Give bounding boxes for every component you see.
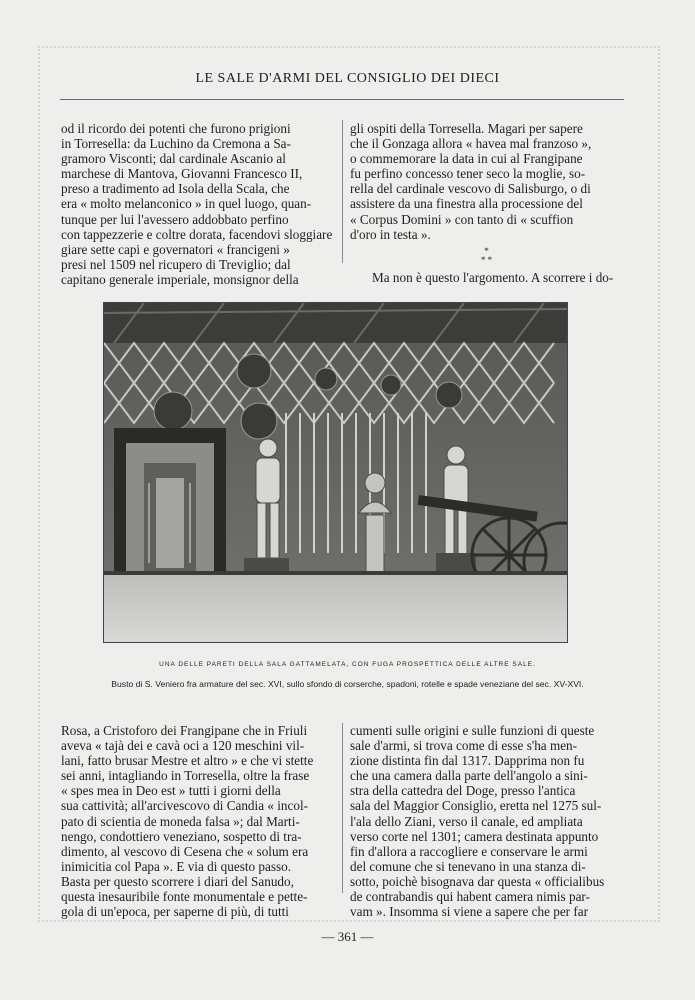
text-line: Basta per questo scorrere i diari del Sanudo, <box>61 873 294 889</box>
asterisk-top: * <box>484 245 489 256</box>
figure-caption-title: UNA DELLE PARETI DELLA SALA GATTAMELATA, CON FUGA PROSPETTICA DELLE ALTRE SALE. <box>159 661 536 668</box>
text-line: zione distinta fin dal 1317. Dapprima non fu <box>350 753 585 769</box>
text-line: nengo, condottiero veneziano, sospetto di tra- <box>61 828 302 844</box>
text-line: Rosa, a Cristoforo dei Frangipane che in Friuli <box>61 723 308 738</box>
text-line: aveva « tajà dei e cavà oci a 120 meschini vil- <box>61 738 305 754</box>
column-divider-bottom <box>342 723 343 893</box>
text-line: de contrabandis qui habent camera nimis par- <box>350 889 590 905</box>
text-line: o commemorare la data in cui al Frangipane <box>350 151 583 167</box>
text-column-top-right <box>350 121 623 285</box>
text-line: del comune che si tenevano in una stanza di- <box>350 858 586 874</box>
text-line: lani, fatto brusar Mestre et altro » e che vi stette <box>61 753 314 769</box>
text-line: fu perfino concesso tener seco la moglie, so- <box>350 166 586 182</box>
text-line: fin d'allora a raccogliere e conservare le armi <box>350 843 588 859</box>
text-line: preso a tradimento ad Isola della Scala, che <box>61 181 290 197</box>
text-line: d'oro in testa ». <box>350 226 431 242</box>
text-line: « spes mea in Deo est » tutti i giorni della <box>61 783 281 799</box>
text-line: gramoro Visconti; dal cardinale Ascanio al <box>61 151 286 167</box>
text-line: che una camera dalla parte dell'angolo a sini- <box>350 768 588 784</box>
text-line: giare sette capi e governatori « francigeni » <box>61 241 290 257</box>
text-line: presi nel 1509 nel ricupero di Treviglio; dal <box>61 256 291 272</box>
page-number: — 361 — <box>321 929 374 944</box>
text-line: sua cattività; all'arcivescovo di Candia « incol- <box>61 798 308 814</box>
text-line: « Corpus Domini » con tanto di « scuffion <box>350 211 574 227</box>
header-rule <box>60 99 624 100</box>
text-line: tunque per lui l'avessero addobbato perfino <box>61 211 289 227</box>
text-line: marchese di Mantova, Giovanni Francesco II, <box>61 166 303 182</box>
text-line: era « molto melanconico » in quel luogo, quan- <box>61 196 312 212</box>
text-line: verso corte nel 1301; camera destinata appunto <box>350 828 599 844</box>
text-column-bottom-right <box>350 723 623 919</box>
text-line: con tappezzerie e coltre dorata, facendovi sloggiare <box>61 226 333 242</box>
text-line: od il ricordo dei potenti che furono prigioni <box>61 121 291 136</box>
text-line: vam ». Insomma si viene a sapere che per far <box>350 904 589 920</box>
text-line: rella del cardinale vescovo di Salisburgo, o di <box>350 181 591 197</box>
column-divider-top <box>342 120 343 263</box>
text-line: inimicitia col Papa ». E via di questo passo. <box>61 858 292 874</box>
text-line: capitano generale imperiale, monsignor della <box>61 271 299 287</box>
text-line: pato di scientia de moneda falsa »; dal Marti- <box>61 813 300 829</box>
figure-caption-description: Busto di S. Veniero fra armature del sec. XVI, sullo sfondo di corserche, spadoni, rotelle e spade veneziane del sec. XV-XVI. <box>111 679 584 689</box>
text-line: gola di un'epoca, per saperne di più, di tutti <box>61 904 289 920</box>
photograph-sala-gattamelata <box>103 302 568 643</box>
text-line: che il Gonzaga allora « havea mal franzoso », <box>350 136 592 152</box>
text-line: assistere da una finestra alla processione del <box>350 196 583 212</box>
text-line: in Torresella: da Luchino da Cremona a Sa- <box>61 136 291 152</box>
asterisk-bottom: * * <box>480 254 493 265</box>
text-column-top-left <box>61 121 334 287</box>
running-head: LE SALE D'ARMI DEL CONSIGLIO DEI DIECI <box>195 71 500 86</box>
text-column-bottom-left <box>61 723 334 919</box>
text-line: sale d'armi, si trova come di esse s'ha men- <box>350 738 578 754</box>
text-line: sala del Maggior Consiglio, eretta nel 1275 sul- <box>350 798 602 814</box>
text-line: stra della cattedra del Doge, presso l'antica <box>350 783 576 799</box>
text-line: dimento, al vescovo di Cesena che « solum era <box>61 843 309 859</box>
text-line: Ma non è questo l'argomento. A scorrere i do- <box>372 269 614 285</box>
text-line: cumenti sulle origini e sulle funzioni di queste <box>350 723 595 738</box>
text-line: sotto, poichè bisognava dar questa « officialibus <box>350 873 605 889</box>
text-line: sei anni, intagliando in Torresella, oltre la frase <box>61 768 310 784</box>
text-line: questa inesauribile fonte monumentale e pette- <box>61 889 308 905</box>
section-break-asterisks <box>350 247 623 265</box>
text-line: l'ala dello Ziani, verso il canale, ed ampliata <box>350 813 583 829</box>
photo-illustration <box>104 303 567 642</box>
text-line: gli ospiti della Torresella. Magari per sapere <box>350 121 583 136</box>
